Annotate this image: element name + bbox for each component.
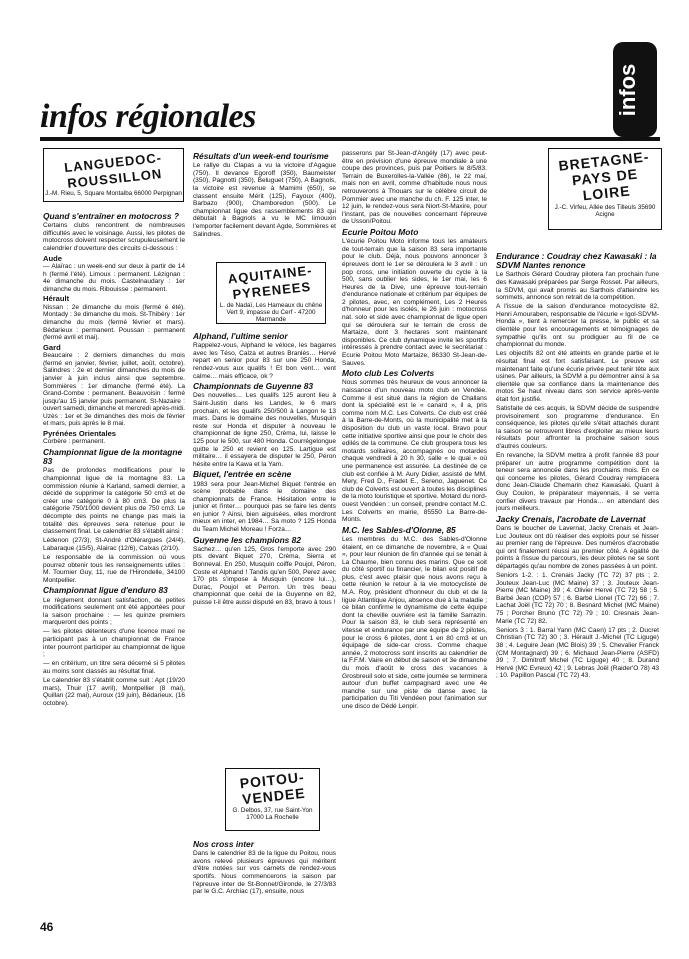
- region-box-languedoc: [43, 148, 184, 202]
- section-heading: Nos cross inter: [193, 839, 254, 849]
- section-heading: Alphand, l'ultime senior: [193, 331, 288, 341]
- subsection-heading: Aude: [43, 253, 62, 263]
- paragraph: A l'issue de la saison d'endurance motocycliste 82, Henri Amouraben, responsable de l'écurie « Igol-SDVM-Honda », tient à remercier la presse, le public et sa clientèle pour les encouragements et témoignages de sympathie qu'ils ont su prodiguer au fil de ce championnat du monde.: [496, 303, 659, 349]
- column-2-bottom: [193, 838, 336, 918]
- region-name: BRETAGNE-PAYS DE LOIRE: [557, 148, 651, 204]
- subsection-heading: Hérault: [43, 294, 70, 304]
- region-name: AQUITAINE-PYRENEES: [227, 262, 314, 303]
- paragraph: En revanche, la SDVM mettra à profit l'année 83 pour préparer un autre programme compétition dont la teneur sera annoncée dans les prochains mois. En ce qui concerne les pilotes, Gérard Coudray remplacera donc Jean-Claude Chemarin chez Kawasaki. Quant à Guy Coulon, le préparateur mayennais, il se verra confier divers travaux par Honda… en attendant des jours meilleurs.: [496, 452, 659, 513]
- paragraph: Pas de profondes modifications pour le championnat ligue de la montagne 83. La commission réunie à Karland, samedi dernier, a décidé de supprimer la catégorie 50 cm3 et de créer une catégorie 0 à 80 cm3. De plus la catégorie 750/1000 devient plus de 750 cm3. Le décompte des points ne change pas mais la totalité des épreuves sera retenue pour le classement final. Le calendrier 83 s'établit ainsi :: [43, 467, 185, 536]
- section-heading: Guyenne les champions 82: [193, 534, 301, 545]
- region-box-aquitaine: [216, 262, 326, 324]
- paragraph: Nissan : 2e dimanche du mois (fermé é été). Montady : 3e dimanche du mois. St-Thibéry : 1er dimanche du mois (fermé février et mars). Bédarieux : permanent. Poussan : permanent (fermé avril et mai).: [43, 303, 185, 342]
- infos-logo-graphic: [613, 42, 657, 137]
- paragraph: Le responsable de la commission où vous pourrez obtenir tous les renseignements utiles : M. Tournier Guy, 11, rue de l'Hirondelle, 34100 Montpellier.: [43, 554, 185, 584]
- region-address: L. de Nadaï, Les Hameaux du chêne Vert 9, impasse du Cerf - 47200 Marmande: [219, 302, 323, 323]
- paragraph: — Alaïrac : un week-end sur deux à partir de 14 h (fermé l'été). Limoux : permanent. Lézignan : 4e dimanche du mois. Castelnaudary : 1er dimanche du mois. Ribouisse : permanent.: [43, 262, 185, 293]
- paragraph: Seniors 1-2. : 1. Crenais Jacky (TC 72) 37 pts ; 2. Jouteux Jean-Luc (MC Maine) 37 ; 3. Jouteux Jean-Pierre (MC Maine) 39 ; 4. Olivier Hervé (TC 72) 58 ; 5. Barbé Jean (COP) 57 ; 6. Barbé Lionel (TC 72) 66 ; 7. Lachat Joël (TC 72) 70 ; 8. Besnard Michel (MC Maine) 75 ; Porcher Bruno (TC 72) 79 ; 10. Cresnais Jean-Marie (TC 72) 82.: [496, 572, 659, 625]
- paragraph: passerons par St-Jean-d'Angély (17) avec peut-être en prévision d'une épreuve mondiale à une coupe des provinces, puis par Poitiers le 8/5/83. Terrain de Buxerolles-la-Vallée (86), le 22 mai, mais non en avril, comme d'habitude nous nous retrouverons à Thouars sur le célèbre circuit de Pommier avec une manche du ch. F. 125 inter, le 12 juin, le rendez-vous sera Niort-St-Maxire, pour l'instant, pas de nouvelles concernant l'épreuve de Usson/Poitou.: [342, 150, 487, 226]
- column-2-middle: [193, 330, 336, 760]
- region-name: POITOU-VENDEE: [238, 768, 306, 808]
- paragraph: — les pilotes détenteurs d'une licence maxi ne participant pas à un championnat de France inter pourront participer au championnat de ligue ;: [43, 628, 185, 659]
- section-heading: M.C. les Sables-d'Olonne, 85: [342, 524, 456, 535]
- column-4: [496, 250, 659, 918]
- region-address: J.-C. Virfeu, Allée des Tilleuls 35690 Acigne: [554, 204, 656, 218]
- section-heading: Biquet, l'entrée en scène: [193, 469, 292, 480]
- paragraph: 1983 sera pour Jean-Michel Biquet l'entrée en scène probable dans le domaine des championnats de France. Hésitation entre le junior et l'inter… pourquoi pas se faire les dents en junior ? Ainsi, bien aiguisées, elles mordront mieux en inter, en 1984… Sa moto ? 125 Honda du Team Michel Moreau ! Forza…: [193, 480, 336, 534]
- section-heading: Moto club Les Colverts: [342, 368, 435, 379]
- logo-text: infos: [615, 63, 640, 117]
- region-address: J.-M. Rieu, 5, Square Montalba 66000 Perpignan: [45, 190, 182, 197]
- paragraph: Lédenon (27/3), St-André d'Olérargues (24/4), Labaraque (15/5), Alairac (12/6), Calxas (2/10).: [43, 537, 185, 552]
- paragraph: Beaucaire : 2 derniers dimanches du mois (fermé en janvier, février, juillet, août, octobre). Salindres : 2e et dernier dimanches du mois de janvier à juin inclus ainsi que septembre. Sommières : 1er dimanche (fermé été). La Grand-Combe : permanent. Beauvoisin : fermé jusqu'au 15 janvier puis permanent. St-Nazaire : ouvert samedi, dimanche et mercredi après-midi. Uzès : 1er et 3e dimanches des mois de février et mars, puis après le 8 mai.: [43, 352, 185, 428]
- column-3: [342, 150, 487, 918]
- paragraph: Nous sommes très heureux de vous annoncer la naissance d'un nouveau moto club en Vendée. Comme il est situé dans la région de Challans dont la spécialité est le « canard », il a, pris comme nom M.C. Les Colverts. Ce club est créé à la Barre-de-Monts, où la municipalité met à la disposition du club un vaste local. Bravo pour cette initiative sportive ainsi que pour le choix des edilés de la commune. Ce club groupera tous les motards solitaires, accompagnés ou motardes chaque vendredi à 20 h 30, salle « le quai » où une permanence est assurée. La destinée de ce club est confiée à M. Aury Didier, assisté de MM. Mery, Fred D., Fradet E., Sereno, Jaguenet. Ce club de Colverts est ouvert à toutes les disciplines de la moto touristique et sportive. Motard du nord-ouest Vendéen : un conseil, prendre contact M.C. Les Colverts en mairie, 85550 La Barre-de-Monts.: [342, 379, 487, 524]
- region-box-bretagne: [548, 148, 662, 230]
- section-heading: Jacky Crenais, l'acrobate de Lavernat: [496, 513, 646, 524]
- paragraph: Seniors 3 : 1. Barral Yann (MC Caen) 17 pts ; 2. Ducret Christian (TC 72) 30 ; 3. Hérault J.-Michel (TC Liguge) 38 ; 4. Leguire Jean (MC Blois) 39 ; 5. Chevalier Franck (CM Montagnard) 39 ; 6. Michaud Jean-Pierre (ASFD) 39 ; 7. Dimitroff Michel (TC Liguge) 40 ; 8. Durand Hervé (MC Evreux) 42 ; 9. Lebras Joël (Raider'O 78) 43 ; 10. Papillon Pascal (TC 72) 43.: [496, 626, 659, 680]
- paragraph: Le règlement donnant satisfaction, de petites modifications seulement ont été apportées pour la saison prochaine : — les quinze premiers marqueront des points ;: [43, 596, 185, 627]
- paragraph: Sachez… qu'en 125, Gros l'emporte avec 290 pts devant Biquet 270, Crèma, Sierra et Bonneval. En 250, Musquin coiffe Poujol, Péron, Coste et Alphand ! Tandis qu'en 500, Perez avec 170 pts s'impose à Musquin (encore lui…), Durac, Poujol et Perron. Un très beau championnat que celui de la Guyenne en 82, puisse t-il être aussi disputé en 83, bravo à tous !: [193, 545, 336, 607]
- paragraph: Satisfaite de ces acquis, la SDVM décide de suspendre provisoirement son programme d'endurance. En conséquence, les pilotes qu'elle s'était attachés durant la saison se retrouvent libres d'exploiter au mieux leurs résultats pour affronter la prochaine saison sous d'autres couleurs.: [496, 405, 659, 450]
- subsection-heading: Pyrénées Orientales: [43, 429, 117, 439]
- paragraph: Dans le boucher de Lavernat, Jacky Crenais et Jean-Luc Jouteux ont dû réaliser des exploits pour se hisser au premier rang de l'épreuve. Des numéros d'acrobatie qui ont finalement réussi au premier côté. A égalité de points à l'issue du parcours, les deux pilotes ne se sont départagés qu'au nombre de zones passées à un point.: [496, 525, 659, 570]
- paragraph: Rappelez-vous, Alphand le véloce, les bagarres avec les Téso, Calza et autres Branlès… Hervé repart en senior pour 83 sur une 250 Honda, rendez-vous aux qualifs ! Et bon vent… vent calme… mais efficace, ok ?: [193, 342, 336, 380]
- column-1: [43, 210, 185, 918]
- section-heading: Championnat ligue d'enduro 83: [43, 585, 168, 596]
- section-heading: Quand s'entraîner en motocross ?: [43, 211, 180, 221]
- paragraph: Le rallye du Clapas a vu la victoire d'Agague (750). Il devance Egoroff (350), Baumeister (350), Pagnotti (350), Beluguet (750), A Bagnols, la victoire est revenue à Mamimi (650), se classent ensuite Mérit (125), Fayoux (400), Barbazo (900), Chamboredon (500). Le championnat ligue des rassemblements 83 qui débutait à Bagnols a vu le MC limouxin l'emporter facilement devant Agde, Sommières et Salindres.: [193, 162, 336, 238]
- paragraph: Corbère : permanent.: [43, 438, 106, 446]
- page-title: infos régionales: [40, 98, 256, 135]
- paragraph: Dans le calendrier 83 de la ligue du Poitou, nous avons relevé plusieurs épreuves qui méritent d'être notées sur vos carnets de rendez-vous sportifs. Nous commencerons la saison par l'épreuve inter de St-Bonnet/Gironde, le 27/3/83 par le G.C. Archiac (17), ensuite, nous: [193, 850, 336, 896]
- section-heading: Championnat ligue de la montagne 83: [43, 447, 183, 467]
- section-heading: Endurance : Coudray chez Kawasaki : la SDVM Nantes renonce: [496, 251, 657, 271]
- section-heading: Ecurie Poitou Moto: [342, 226, 419, 237]
- page-number: 46: [40, 920, 54, 934]
- subsection-heading: Gard: [43, 342, 61, 352]
- region-address: G. Delbos, 37, rue Saint-Yon 17000 La Rochelle: [232, 807, 313, 821]
- section-heading: Résultats d'un week-end tourisme: [193, 151, 329, 161]
- paragraph: Le Sarthois Gérard Coudray pilotera l'an prochain l'une des Kawasaki préparées par Serge Rosset. Par ailleurs, la SDVM, qui avait promis au Sarthois d'atteindre les sommets, annonce son retrait de la compétition.: [496, 271, 659, 302]
- paragraph: Des nouvelles… Les qualifs 125 auront lieu à Saint-Justin dans les Landes, le 6 mars prochain, et les qualifs 250/500 à Langon le 13 mars. Dans le domaine des nouvelles, Musquin reste sur Honda et disputer à nouveau le championnat de ligne 250, Crèma, lui, laisse le 125 pour le 500, sur 480 Honda. Courrégelongue quitte le 250 et revient en 125. Lartigue est militaire… il essayera de disputer le 250, Péron hésite entre la Kawa et la Yam.: [193, 392, 336, 468]
- header-rule: [40, 137, 660, 141]
- paragraph: — en critérium, un titre sera décerné si 5 pilotes au moins sont classés au résultat final.: [43, 660, 185, 675]
- paragraph: L'écurie Poitou Moto informe tous les amateurs de tout-terrain que la saison 83 sera importante pour le club. Déjà, nous pouvons annoncer 3 épreuves dont le 1er se déroulera le 3 avril : un pop cross, une initiation ouverte du cycle à la 500, sans oublier les sides, le 1er mai, les 6 Heures de la Dive, une épreuve tout-terrain d'endurance nationale et critérium par équipes de 2 pilotes, avec, en complément, Les 2 Heures d'honneur pour les isolés, le 26 juin : motocross nat. solo et side avec championnat de ligue open qui se déroulera sur le terrain de cross de Martaize, dont 3 hectares sont maintenant disponibles. Ce club dynamique invite les sportifs intéressés à prendre contact avec le secrétariat : Ecurie Poitou Moto Martaize, 86330 St-Jean-de-Sauves.: [342, 238, 487, 367]
- paragraph: Certains clubs rencontrent de nombreuses difficultés avec le voisinage. Aussi, les pilotes de motocross doivent respecter scrupuleusement le calendrier d'ouverture des circuits ci-dessous :: [43, 222, 185, 252]
- region-box-poitou: [225, 768, 320, 831]
- column-2-top: [193, 150, 336, 260]
- paragraph: Les membres du M.C. des Sables-d'Olonne étaient, en ce dimanche de novembre, à « Quai », pour leur réunion de fin d'année qui se tenait à La Chaume, bien connu des marins. Que ce soit du côté sportif ou financier, le bilan est positif de plus, c'est avec plaisir que nous avons reçu à cette réunion le retour à la vie motocycliste de M.A. Roy, président d'honneur du club et de la ligue Atlantique Anjou, absence due à la maladie ; ce bilan confirme le dynamisme de cette équipe dont la cheville ouvrière est la famille Sarrazin. Pour la saison 83, le club sera représenté en vitesse et endurance par une équipe de 2 pilotes, pour le cross 6 pilotes, dont 1 en 80 cm3 et un équipage de side-car cross. Comme chaque année, 2 motocross sont inscrits au calendrier de la F.F.M. Vaire en début de saison et 3e dimanche du mois d'août le cross des vacances à Grosbreuil solo et side, cette journée se terminera autour d'un buffet campagnard avec une 4e manche sur une piste de danse avec la participation du Titi Vendéen pour l'animation sur une disco de Dédé Lenpir.: [342, 535, 487, 710]
- paragraph: Le calendrier 83 s'établit comme suit : Apt (19/20 mars), Thuir (17 avril), Montpellier (8 mai), Quillan (22 mai), Auroux (19 juin), Bédarieux. (16 octobre).: [43, 677, 185, 707]
- paragraph: Les objectifs 82 ont été atteints en grande partie et le résultat final est fort satisfaisant. Le preuve est maintenant faite qu'une écurie privée peut tenir tête aux usines. Par ailleurs, la SDVM a pu démontrer ainsi à sa clientèle que sa confiance dans la maintenance des motos Se haut niveau dans son service après-vente était fort justifié.: [496, 350, 659, 403]
- region-name: LANGUEDOC-ROUSSILLON: [63, 149, 163, 191]
- section-heading: Championnats de Guyenne 83: [193, 381, 314, 392]
- infos-logo: [613, 42, 657, 137]
